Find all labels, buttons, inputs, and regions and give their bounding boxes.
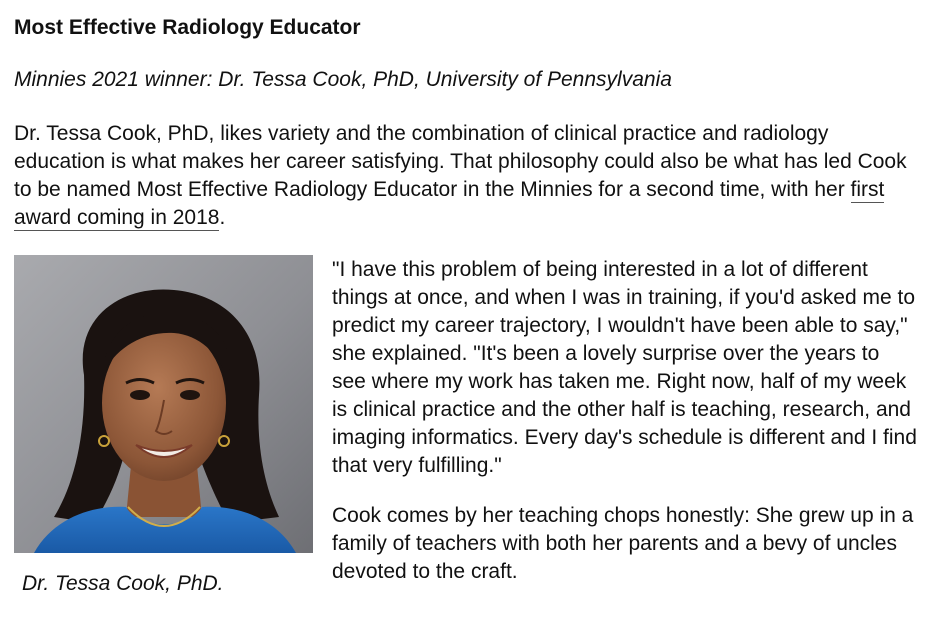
quote-paragraph: "I have this problem of being interested in a lot of different things at once, and when I was in training, if you'd asked me to predict my career trajectory, I wouldn't have been able to say," she explained. "It's been a lovely surprise over the years to see where my work has taken me. Right now, half of my week is clinical practice and the other half is teaching, research, and imaging informatics. Every day's schedule is different and I find that very fulfilling."	[332, 258, 917, 477]
intro-paragraph	[14, 120, 919, 232]
intro-text-end: .	[219, 206, 226, 229]
first-award-link[interactable]: first award coming in 2018	[14, 178, 885, 229]
portrait-figure	[14, 255, 313, 553]
article-subheading: Minnies 2021 winner: Dr. Tessa Cook, PhD, University of Pennsylvania	[14, 68, 672, 91]
intro-text-start: Dr. Tessa Cook, PhD, likes variety and the combination of clinical practice and radiology education is what makes her career satisfying. That philosophy could also be what has led Cook to be named Most Effective Radiology Educator in the Minnies for a second time, with her	[14, 122, 907, 201]
photo-caption: Dr. Tessa Cook, PhD.	[22, 572, 224, 595]
article-heading: Most Effective Radiology Educator	[14, 16, 361, 39]
article-body-column	[332, 256, 917, 586]
portrait-photo	[14, 255, 313, 553]
closing-paragraph: Cook comes by her teaching chops honestly: She grew up in a family of teachers with both her parents and a bevy of uncles devoted to the craft.	[332, 504, 914, 583]
